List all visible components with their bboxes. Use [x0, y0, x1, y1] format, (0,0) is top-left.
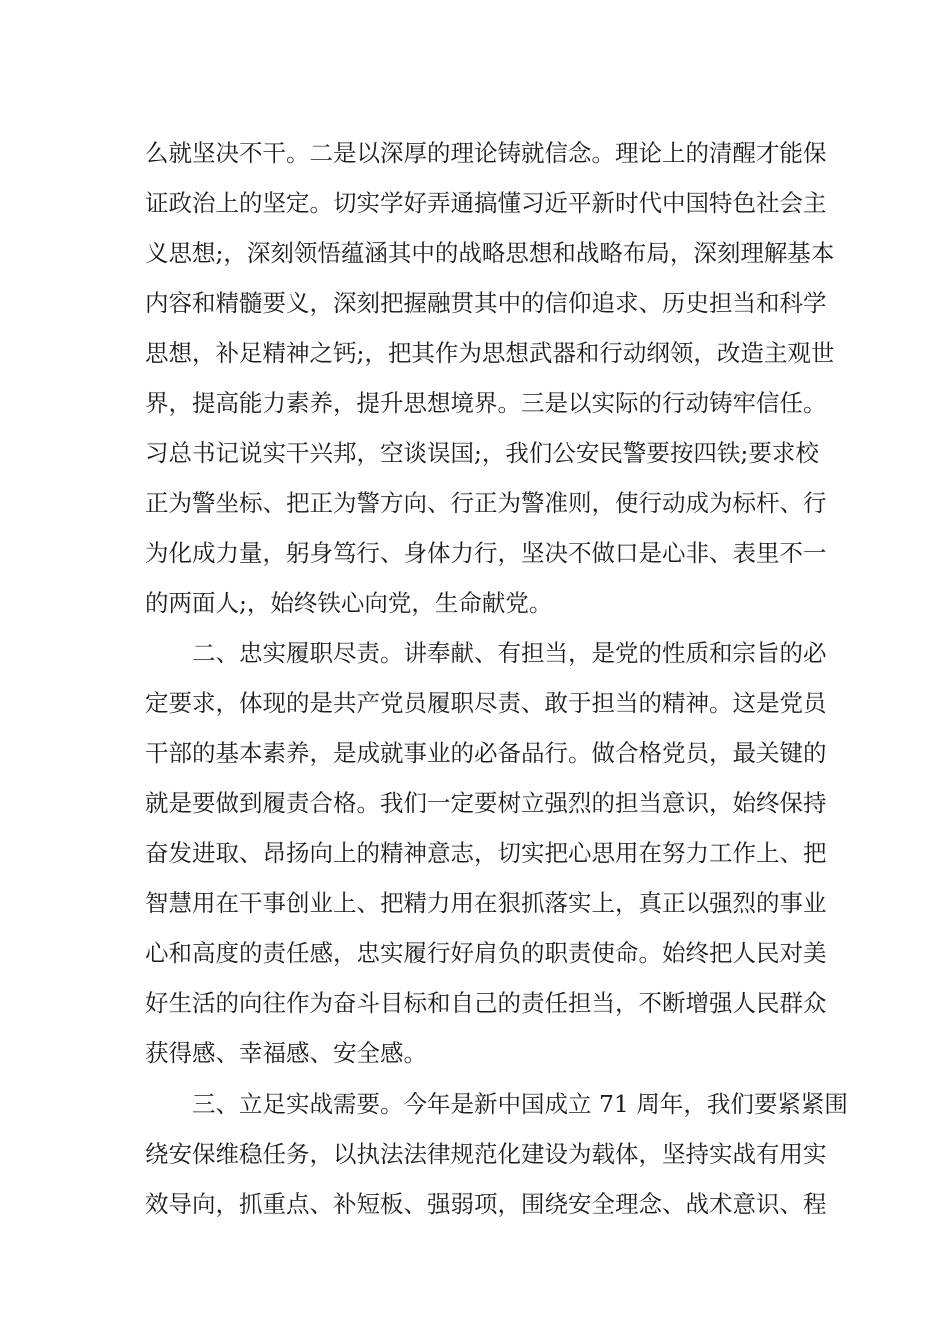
- text-line: 正为警坐标、把正为警方向、行正为警准则，使行动成为标杆、行: [145, 489, 827, 517]
- text-line: 获得感、幸福感、安全感。: [145, 1039, 427, 1067]
- paragraph-heading-line: 二、忠实履职尽责。讲奉献、有担当，是党的性质和宗旨的必: [192, 639, 827, 667]
- text-line: 定要求，体现的是共产党员履职尽责、敢于担当的精神。这是党员: [145, 689, 827, 717]
- text-line: 思想，补足精神之钙;，把其作为思想武器和行动纲领，改造主观世: [145, 339, 835, 367]
- text-line: 绕安保维稳任务，以执法法律规范化建设为载体，坚持实战有用实: [145, 1140, 827, 1168]
- text-line: 界，提高能力素养，提升思想境界。三是以实际的行动铸牢信任。: [145, 389, 827, 417]
- text-line: 内容和精髓要义，深刻把握融贯其中的信仰追求、历史担当和科学: [145, 289, 827, 317]
- text-line: 就是要做到履责合格。我们一定要树立强烈的担当意识，始终保持: [145, 789, 827, 817]
- text-line: 智慧用在干事创业上、把精力用在狠抓落实上，真正以强烈的事业: [145, 889, 827, 917]
- text-line: 为化成力量，躬身笃行、身体力行，坚决不做口是心非、表里不一: [145, 539, 827, 567]
- text-line: 义思想;，深刻领悟蕴涵其中的战略思想和战略布局，深刻理解基本: [145, 239, 835, 267]
- text-line: 的两面人;，始终铁心向党，生命献党。: [145, 589, 553, 617]
- text-line: 么就坚决不干。二是以深厚的理论铸就信念。理论上的清醒才能保: [145, 139, 827, 167]
- text-line: 证政治上的坚定。切实学好弄通搞懂习近平新时代中国特色社会主: [145, 189, 827, 217]
- text-line: 好生活的向往作为奋斗目标和自己的责任担当，不断增强人民群众: [145, 989, 827, 1017]
- text-line: 心和高度的责任感，忠实履行好肩负的职责使命。始终把人民对美: [145, 939, 827, 967]
- text-line: 干部的基本素养，是成就事业的必备品行。做合格党员，最关键的: [145, 739, 827, 767]
- text-line: 奋发进取、昂扬向上的精神意志，切实把心思用在努力工作上、把: [145, 839, 827, 867]
- paragraph-heading-line: 三、立足实战需要。今年是新中国成立 71 周年，我们要紧紧围: [192, 1090, 848, 1118]
- text-line: 习总书记说实干兴邦，空谈误国;，我们公安民警要按四铁;要求校: [145, 439, 819, 467]
- text-line: 效导向，抓重点、补短板、强弱项，围绕安全理念、战术意识、程: [145, 1190, 827, 1218]
